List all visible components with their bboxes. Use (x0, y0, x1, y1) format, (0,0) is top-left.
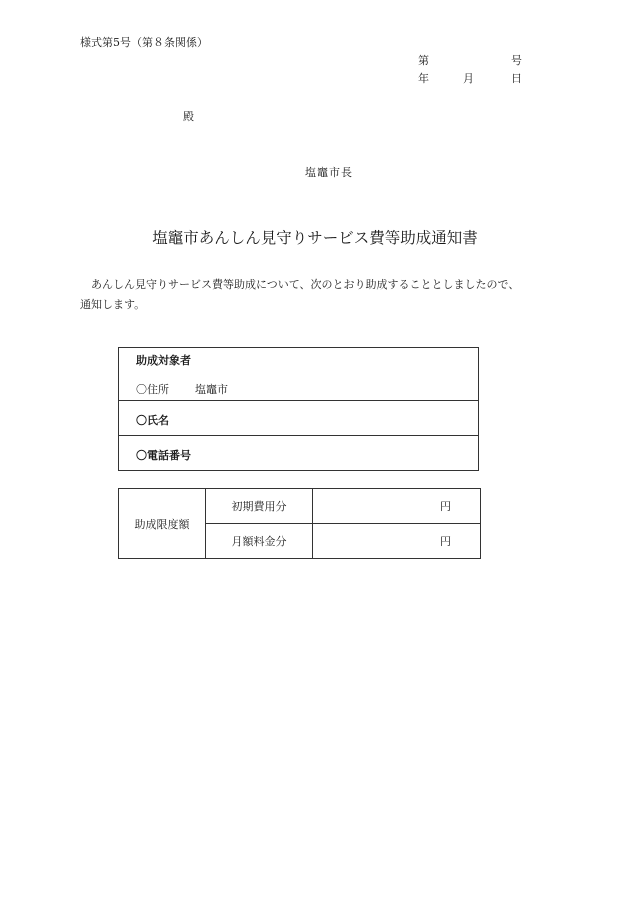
date-year-label: 年 (418, 72, 429, 85)
date-month-label: 月 (463, 72, 474, 85)
address-value: 塩竈市 (195, 383, 228, 396)
initial-cost-label: 初期費用分 (206, 489, 313, 524)
addressee-honorific: 殿 (183, 110, 194, 123)
address-label: 〇住所 (136, 383, 169, 396)
initial-cost-amount: 円 (313, 489, 481, 524)
notice-body-line-1: あんしん見守りサービス費等助成について、次のとおり助成することとしましたので、 (91, 278, 520, 291)
issuer-name: 塩竈市長 (305, 166, 353, 179)
name-label: 〇氏名 (136, 414, 169, 427)
phone-label: 〇電話番号 (136, 449, 191, 462)
name-cell (119, 400, 478, 435)
date-day-label: 日 (511, 72, 522, 85)
phone-cell (119, 435, 478, 470)
monthly-fee-amount: 円 (313, 524, 481, 559)
recipient-heading: 助成対象者 (136, 354, 191, 367)
recipient-box (118, 347, 479, 471)
notice-body (80, 275, 560, 315)
document-title: 塩竈市あんしん見守りサービス費等助成通知書 (152, 229, 478, 247)
document-number-prefix: 第 (418, 54, 429, 67)
document-number-suffix: 号 (511, 54, 522, 67)
recipient-heading-cell (119, 348, 478, 400)
monthly-fee-label: 月額料金分 (206, 524, 313, 559)
table-row (119, 489, 481, 524)
limit-amount-header: 助成限度額 (119, 489, 206, 559)
notice-body-line-2: 通知します。 (80, 298, 146, 311)
amount-table (118, 488, 481, 559)
form-number: 様式第5号（第８条関係） (80, 36, 208, 49)
